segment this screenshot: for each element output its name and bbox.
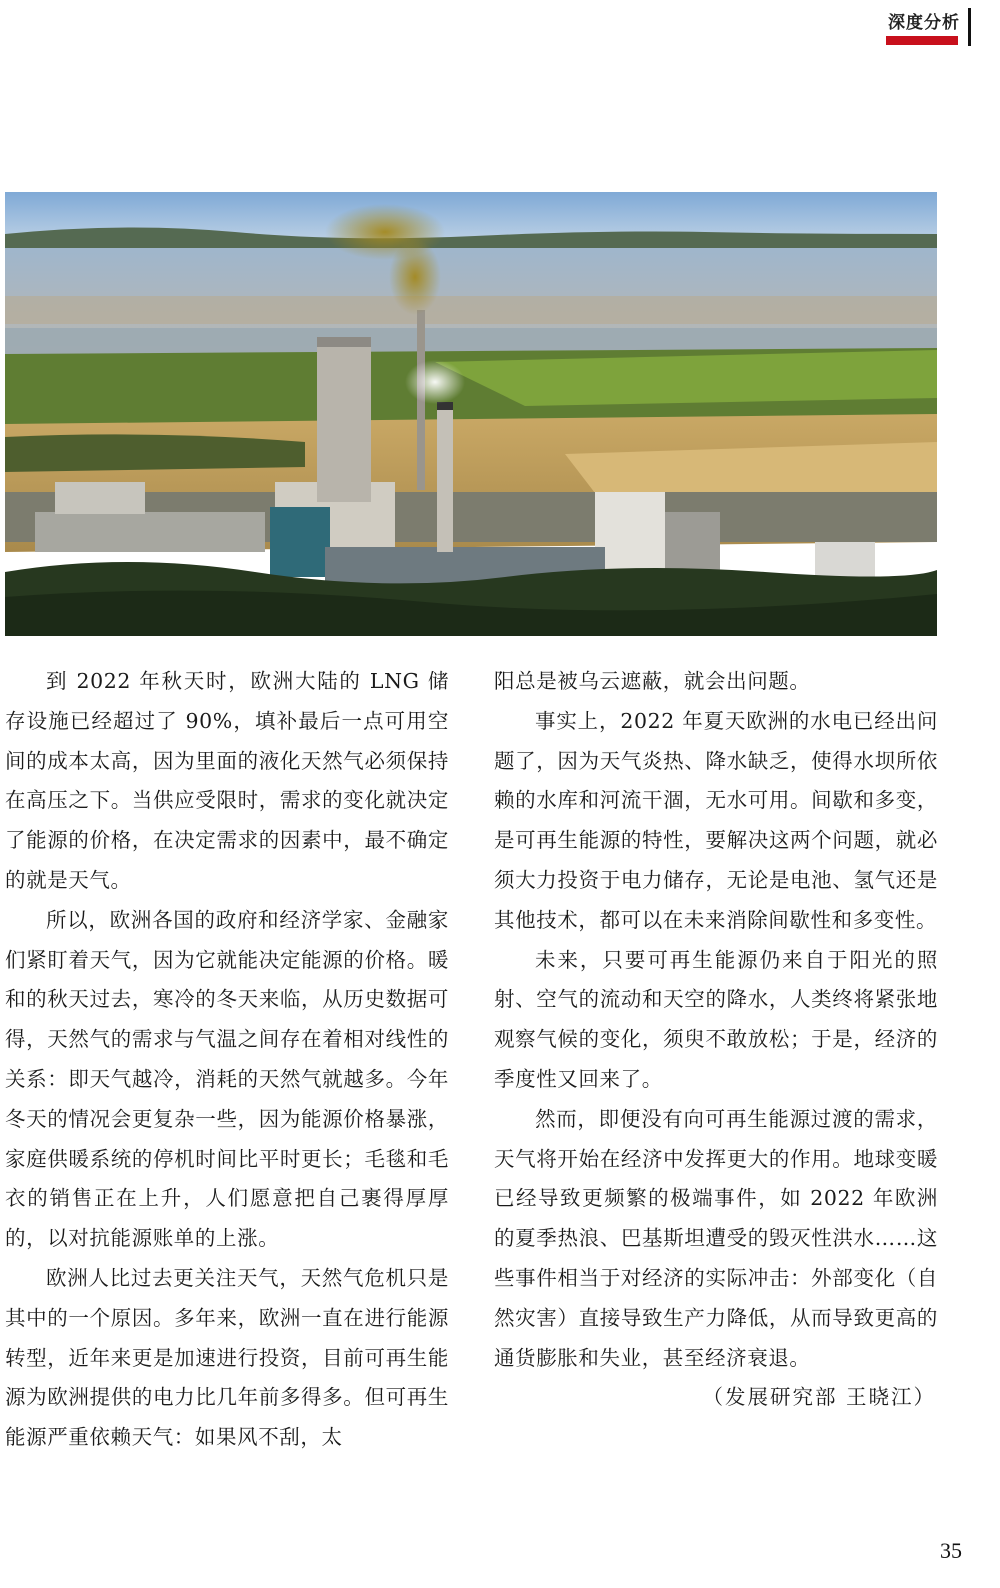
page-number: 35 [940, 1538, 962, 1563]
article-right-column [494, 662, 938, 1418]
industrial-plant-illustration [5, 192, 937, 636]
article-paragraph: 然而，即便没有向可再生能源过渡的需求，天气将开始在经济中发挥更大的作用。地球变暖已经导致更频繁的极端事件，如 2022 年欧洲的夏季热浪、巴基斯坦遭受的毁灭性洪水……这些事件相当于对经济的实际冲击：外部变化（自然灾害）直接导致生产力降低，从而导致更高的通货膨胀和失业，甚至经济衰退。 [494, 1106, 938, 1370]
article-paragraph: 事实上，2022 年夏天欧洲的水电已经出问题了，因为天气炎热、降水缺乏，使得水坝所依赖的水库和河流干涸，无水可用。间歇和多变，是可再生能源的特性，要解决这两个问题，就必须大力投资于电力储存，无论是电池、氢气还是其他技术，都可以在未来消除间歇性和多变性。 [494, 708, 938, 932]
article-left-column [5, 662, 449, 1458]
header-divider [968, 8, 971, 46]
article-byline: （发展研究部 王晓江） [702, 1385, 936, 1410]
article-paragraph: 欧洲人比过去更关注天气，天然气危机只是其中的一个原因。多年来，欧洲一直在进行能源转型，近年来更是加速进行投资，目前可再生能源为欧洲提供的电力比几年前多得多。但可再生能源严重依赖天气：如果风不刮，太 [5, 1265, 449, 1450]
article-paragraph: 阳总是被乌云遮蔽，就会出问题。 [494, 669, 811, 693]
section-label: 深度分析 [888, 13, 960, 33]
article-paragraph: 所以，欧洲各国的政府和经济学家、金融家们紧盯着天气，因为它就能决定能源的价格。暖和的秋天过去，寒冷的冬天来临，从历史数据可得，天然气的需求与气温之间存在着相对线性的关系：即天气越冷，消耗的天然气就越多。今年冬天的情况会更复杂一些，因为能源价格暴涨，家庭供暖系统的停机时间比平时更长；毛毯和毛衣的销售正在上升，人们愿意把自己裹得厚厚的，以对抗能源账单的上涨。 [5, 907, 449, 1251]
article-paragraph: 未来，只要可再生能源仍来自于阳光的照射、空气的流动和天空的降水，人类终将紧张地观察气候的变化，须臾不敢放松；于是，经济的季度性又回来了。 [494, 947, 938, 1091]
article-paragraph: 到 2022 年秋天时，欧洲大陆的 LNG 储存设施已经超过了 90%，填补最后一点可用空间的成本太高，因为里面的液化天然气必须保持在高压之下。当供应受限时，需求的变化就决定了能源的价格，在决定需求的因素中，最不确定的就是天气。 [5, 669, 449, 892]
article-photo [5, 192, 937, 636]
section-accent-bar [886, 36, 958, 45]
